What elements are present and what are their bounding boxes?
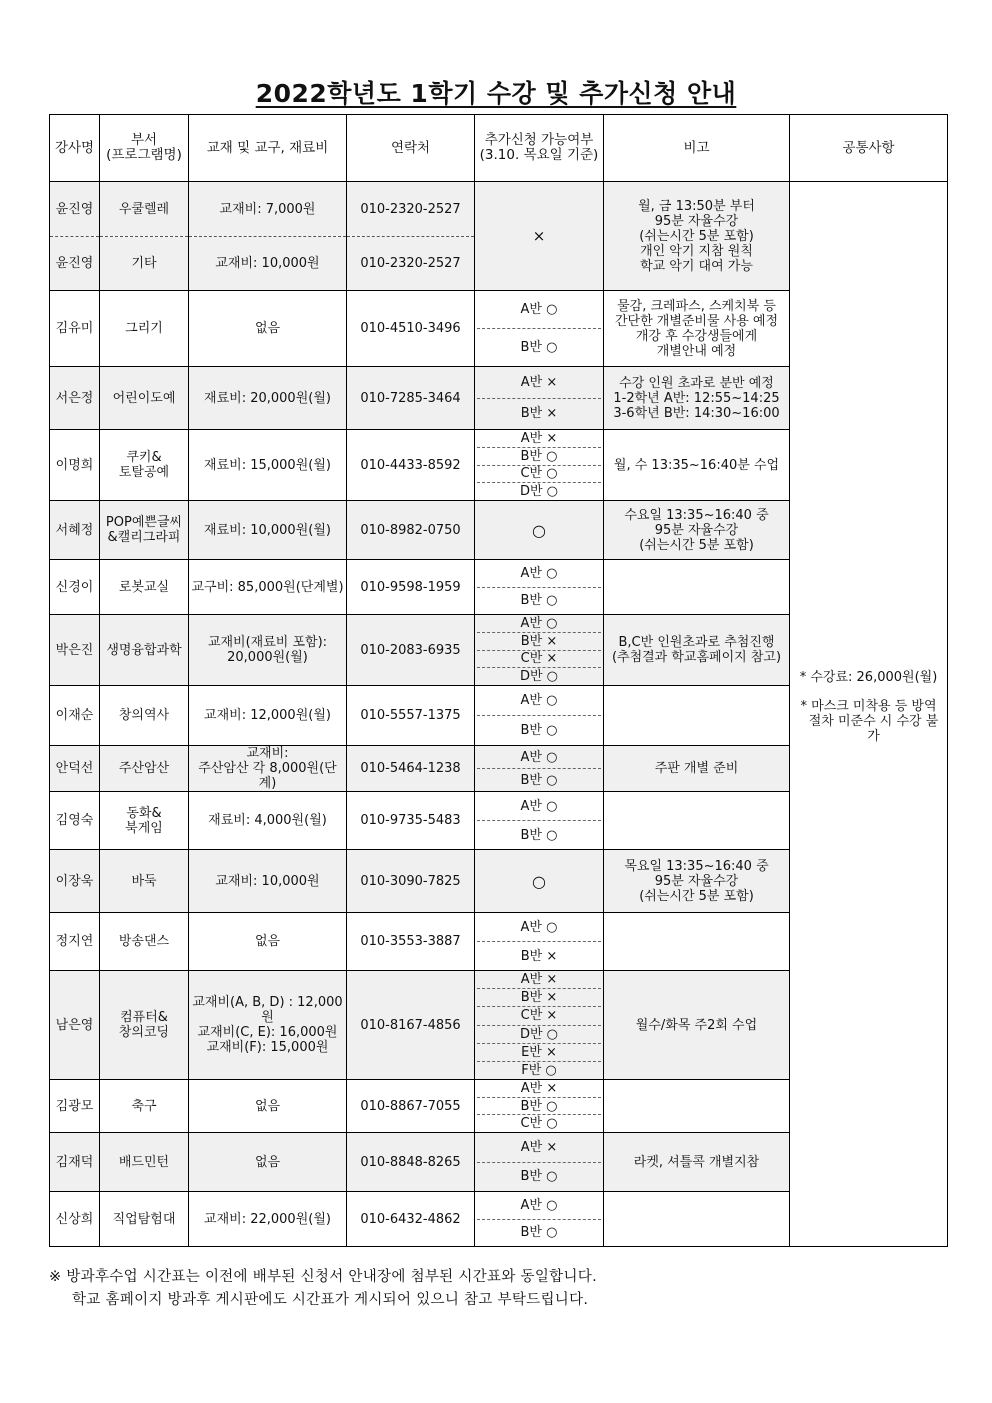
text-line: 95분 자율수강 bbox=[654, 873, 739, 889]
availability-cell bbox=[475, 792, 604, 850]
contact-cell: 010-6432-4862 bbox=[347, 1192, 475, 1247]
teacher-cell: 신상희 bbox=[50, 1192, 100, 1247]
header-remarks: 비고 bbox=[604, 115, 790, 182]
header-dept: 부서 (프로그램명) bbox=[100, 115, 189, 182]
availability-cell bbox=[475, 367, 604, 430]
contact-cell: 010-8848-8265 bbox=[347, 1133, 475, 1192]
remarks-cell bbox=[604, 367, 790, 430]
dept-cell bbox=[100, 182, 189, 237]
contact-cell: 010-3553-3887 bbox=[347, 913, 475, 971]
availability-cell bbox=[475, 1133, 604, 1192]
text-line: 학교 악기 대여 가능 bbox=[640, 258, 753, 274]
class-availability: B반 ○ bbox=[477, 447, 601, 465]
mask-note: * 마스크 미착용 등 방역절차 미준수 시 수강 불가 bbox=[800, 699, 939, 744]
class-availability: A반 × bbox=[520, 1080, 558, 1096]
materials-cell bbox=[189, 686, 347, 746]
class-availability: D반 ○ bbox=[477, 1025, 601, 1043]
remarks-cell bbox=[604, 182, 790, 291]
text-line: 주산암산 bbox=[118, 761, 170, 776]
materials-cell bbox=[189, 913, 347, 971]
contact-cell: 010-8167-4856 bbox=[347, 971, 475, 1080]
text-line: 없음 bbox=[254, 934, 281, 949]
teacher-cell: 신경이 bbox=[50, 560, 100, 615]
text-line: 월수/화목 주2회 수업 bbox=[635, 1017, 758, 1033]
remarks-cell bbox=[604, 1133, 790, 1192]
class-availability: D반 ○ bbox=[477, 667, 601, 685]
materials-cell bbox=[189, 746, 347, 792]
materials-cell bbox=[189, 792, 347, 850]
materials-cell bbox=[189, 182, 347, 237]
class-availability: A반 × bbox=[520, 972, 558, 988]
text-line: 교재비: 10,000원 bbox=[215, 873, 320, 889]
header-availability: 추가신청 가능여부 (3.10. 목요일 기준) bbox=[475, 115, 604, 182]
text-line: 없음 bbox=[254, 1098, 281, 1114]
class-availability: ○ bbox=[532, 520, 546, 540]
class-availability: C반 × bbox=[477, 650, 601, 668]
class-availability: E반 × bbox=[477, 1043, 601, 1061]
materials-cell bbox=[189, 560, 347, 615]
availability-cell bbox=[475, 1080, 604, 1133]
class-availability: A반 ○ bbox=[520, 798, 558, 814]
remarks-cell bbox=[604, 291, 790, 367]
text-line: 교재비: bbox=[246, 746, 289, 761]
dept-cell bbox=[100, 913, 189, 971]
table-row bbox=[50, 182, 948, 237]
class-availability: B반 ○ bbox=[477, 328, 601, 366]
availability-cell bbox=[475, 971, 604, 1080]
text-line: (쉬는시간 5분 포함) bbox=[639, 888, 754, 904]
dept-cell bbox=[100, 1192, 189, 1247]
availability-cell bbox=[475, 291, 604, 367]
remarks-cell bbox=[604, 850, 790, 913]
availability-cell bbox=[475, 850, 604, 913]
contact-cell: 010-4433-8592 bbox=[347, 430, 475, 501]
text-line: 재료비: 15,000원(월) bbox=[204, 457, 331, 473]
text-line: 어린이도예 bbox=[112, 390, 176, 406]
text-line: 95분 자율수강 bbox=[654, 522, 739, 538]
text-line: 토탈공예 bbox=[118, 465, 170, 480]
class-availability: C반 × bbox=[477, 1006, 601, 1024]
teacher-cell: 이명희 bbox=[50, 430, 100, 501]
teacher-cell: 박은진 bbox=[50, 615, 100, 686]
contact-cell: 010-8867-7055 bbox=[347, 1080, 475, 1133]
text-line: 쿠키& bbox=[126, 450, 162, 465]
text-line: 교재비: 10,000원 bbox=[215, 256, 320, 271]
contact-cell: 010-9735-5483 bbox=[347, 792, 475, 850]
class-availability: B반 × bbox=[477, 632, 601, 650]
class-availability: A반 ○ bbox=[520, 693, 558, 708]
remarks-cell bbox=[604, 1080, 790, 1133]
contact-cell: 010-2320-2527 bbox=[347, 237, 475, 291]
text-line: 개별안내 예정 bbox=[656, 343, 737, 359]
remarks-cell bbox=[604, 501, 790, 560]
text-line: (쉬는시간 5분 포함) bbox=[639, 537, 754, 553]
teacher-cell: 서은정 bbox=[50, 367, 100, 430]
teacher-cell: 정지연 bbox=[50, 913, 100, 971]
contact-cell: 010-8982-0750 bbox=[347, 501, 475, 560]
fee-note: * 수강료: 26,000원(월) bbox=[799, 670, 938, 685]
header-materials: 교재 및 교구, 재료비 bbox=[189, 115, 347, 182]
materials-cell bbox=[189, 615, 347, 686]
text-line: (쉬는시간 5분 포함) bbox=[639, 228, 754, 244]
materials-cell bbox=[189, 1192, 347, 1247]
footer-line-2: 학교 홈페이지 방과후 게시판에도 시간표가 게시되어 있으니 참고 부탁드립니다. bbox=[72, 1292, 589, 1308]
text-line: 목요일 13:35~16:40 중 bbox=[624, 858, 769, 874]
dept-cell bbox=[100, 560, 189, 615]
contact-cell: 010-2083-6935 bbox=[347, 615, 475, 686]
text-line: 월, 금 13:50분 부터 bbox=[638, 198, 755, 214]
remarks-cell bbox=[604, 792, 790, 850]
dept-cell bbox=[100, 237, 189, 291]
class-availability: A반 ○ bbox=[520, 749, 558, 765]
text-line: 북게임 bbox=[125, 820, 163, 836]
table-body bbox=[50, 182, 948, 1247]
remarks-cell bbox=[604, 1192, 790, 1247]
teacher-cell: 서혜정 bbox=[50, 501, 100, 560]
text-line: (추첨결과 학교홈페이지 참고) bbox=[611, 650, 782, 665]
dept-cell bbox=[100, 367, 189, 430]
teacher-cell: 김재덕 bbox=[50, 1133, 100, 1192]
contact-cell: 010-7285-3464 bbox=[347, 367, 475, 430]
footer-note bbox=[49, 1266, 597, 1312]
text-line: POP예쁜글씨 bbox=[105, 515, 183, 530]
dept-cell bbox=[100, 1080, 189, 1133]
class-availability: B반 × bbox=[477, 398, 601, 430]
teacher-cell: 김영숙 bbox=[50, 792, 100, 850]
teacher-cell: 윤진영 bbox=[50, 182, 100, 237]
text-line: 재료비: 4,000원(월) bbox=[208, 813, 327, 828]
class-availability: D반 ○ bbox=[477, 482, 601, 500]
class-availability: A반 × bbox=[520, 430, 558, 446]
dept-cell bbox=[100, 501, 189, 560]
text-line: 물감, 크레파스, 스케치북 등 bbox=[617, 298, 776, 314]
text-line: 간단한 개별준비물 사용 예정 bbox=[614, 313, 779, 329]
availability-cell bbox=[475, 746, 604, 792]
dept-cell bbox=[100, 746, 189, 792]
text-line: 재료비: 20,000원(월) bbox=[204, 390, 331, 406]
text-line: 주판 개별 준비 bbox=[654, 761, 739, 776]
text-line: 교재비(F): 15,000원 bbox=[206, 1040, 329, 1055]
class-availability: B반 × bbox=[477, 988, 601, 1006]
header-contact: 연락처 bbox=[347, 115, 475, 182]
contact-cell: 010-4510-3496 bbox=[347, 291, 475, 367]
teacher-cell: 남은영 bbox=[50, 971, 100, 1080]
class-availability: B반 ○ bbox=[477, 1097, 601, 1115]
remarks-cell bbox=[604, 686, 790, 746]
common-notes-cell bbox=[790, 182, 948, 1247]
text-line: 교재비(C, E): 16,000원 bbox=[197, 1025, 338, 1040]
dept-cell bbox=[100, 291, 189, 367]
text-line: 개인 악기 지참 원칙 bbox=[640, 243, 753, 259]
contact-cell: 010-5557-1375 bbox=[347, 686, 475, 746]
materials-cell bbox=[189, 291, 347, 367]
class-availability: F반 ○ bbox=[477, 1061, 601, 1079]
text-line: 배드민턴 bbox=[118, 1154, 170, 1170]
text-line: 교재비: 22,000원(월) bbox=[204, 1211, 331, 1227]
availability-cell bbox=[475, 913, 604, 971]
text-line: 방송댄스 bbox=[118, 934, 170, 949]
text-line: 동화& bbox=[126, 805, 162, 821]
class-availability: B반 ○ bbox=[477, 1162, 601, 1192]
text-line: 교재비(A, B, D) : 12,000원 bbox=[192, 995, 343, 1025]
text-line: 라켓, 셔틀콕 개별지참 bbox=[633, 1154, 760, 1170]
dept-cell bbox=[100, 792, 189, 850]
text-line: &캘리그라피 bbox=[107, 530, 181, 545]
class-availability: C반 ○ bbox=[477, 465, 601, 483]
materials-cell bbox=[189, 501, 347, 560]
class-availability: A반 × bbox=[520, 374, 558, 390]
text-line: B,C반 인원초과로 추첨진행 bbox=[618, 635, 775, 650]
availability-cell bbox=[475, 615, 604, 686]
text-line: 수강 인원 초과로 분반 예정 bbox=[619, 375, 774, 391]
dept-cell bbox=[100, 430, 189, 501]
text-line: 1-2학년 A반: 12:55~14:25 bbox=[613, 390, 780, 406]
class-availability: B반 ○ bbox=[477, 1219, 601, 1247]
text-line: 3-6학년 B반: 14:30~16:00 bbox=[613, 405, 780, 421]
contact-cell: 010-2320-2527 bbox=[347, 182, 475, 237]
teacher-cell: 이장욱 bbox=[50, 850, 100, 913]
contact-cell: 010-3090-7825 bbox=[347, 850, 475, 913]
text-line: 95분 자율수강 bbox=[654, 213, 739, 229]
text-line: 재료비: 10,000원(월) bbox=[204, 522, 331, 538]
text-line: 축구 bbox=[131, 1098, 157, 1114]
teacher-cell: 김유미 bbox=[50, 291, 100, 367]
remarks-cell bbox=[604, 430, 790, 501]
materials-cell bbox=[189, 1080, 347, 1133]
class-availability: ○ bbox=[532, 871, 546, 891]
availability-cell bbox=[475, 501, 604, 560]
materials-cell bbox=[189, 237, 347, 291]
class-availability: A반 ○ bbox=[520, 1197, 558, 1213]
text-line: 창의역사 bbox=[118, 708, 170, 723]
dept-cell bbox=[100, 1133, 189, 1192]
text-line: 생명융합과학 bbox=[106, 642, 182, 658]
page-title: 2022학년도 1학기 수강 및 추가신청 안내 bbox=[255, 79, 737, 108]
contact-cell: 010-5464-1238 bbox=[347, 746, 475, 792]
availability-cell bbox=[475, 686, 604, 746]
class-availability: A반 ○ bbox=[520, 565, 558, 581]
dept-cell bbox=[100, 615, 189, 686]
text-line: 교재비: 7,000원 bbox=[219, 201, 316, 217]
text-line: 교구비: 85,000원(단계별) bbox=[191, 579, 344, 595]
header-teacher: 강사명 bbox=[50, 115, 100, 182]
class-availability: B반 ○ bbox=[477, 768, 601, 791]
remarks-cell bbox=[604, 913, 790, 971]
text-line: 바둑 bbox=[131, 873, 157, 889]
text-line: 없음 bbox=[254, 321, 281, 336]
materials-cell bbox=[189, 367, 347, 430]
class-availability: A반 ○ bbox=[520, 615, 558, 631]
text-line: 20,000원(월) bbox=[227, 650, 308, 665]
text-line: 로봇교실 bbox=[118, 579, 170, 595]
availability-cell: × bbox=[475, 182, 604, 291]
materials-cell bbox=[189, 850, 347, 913]
text-line: 없음 bbox=[254, 1154, 281, 1170]
availability-cell bbox=[475, 560, 604, 615]
text-line: 교재비: 12,000원(월) bbox=[204, 708, 331, 723]
dept-cell bbox=[100, 971, 189, 1080]
remarks-cell bbox=[604, 560, 790, 615]
materials-cell bbox=[189, 1133, 347, 1192]
remarks-cell bbox=[604, 746, 790, 792]
class-availability: A반 ○ bbox=[520, 919, 558, 935]
text-line: 컴퓨터& bbox=[120, 1010, 168, 1025]
remarks-cell bbox=[604, 971, 790, 1080]
dept-cell bbox=[100, 686, 189, 746]
text-line: 교재비(재료비 포함): bbox=[207, 635, 328, 650]
text-line: 직업탐험대 bbox=[112, 1211, 176, 1227]
text-line: 우쿨렐레 bbox=[118, 201, 170, 217]
class-availability: A반 × bbox=[520, 1139, 558, 1155]
class-availability: B반 ○ bbox=[477, 587, 601, 615]
availability-cell bbox=[475, 430, 604, 501]
text-line: 주산암산 각 8,000원(단계) bbox=[198, 761, 337, 791]
text-line: 개강 후 수강생들에게 bbox=[635, 328, 758, 344]
text-line: 그리기 bbox=[125, 321, 163, 336]
class-availability: B반 ○ bbox=[477, 715, 601, 745]
text-line: 창의코딩 bbox=[118, 1025, 170, 1040]
teacher-cell: 윤진영 bbox=[50, 237, 100, 291]
teacher-cell: 안덕선 bbox=[50, 746, 100, 792]
contact-cell: 010-9598-1959 bbox=[347, 560, 475, 615]
header-common: 공통사항 bbox=[790, 115, 948, 182]
materials-cell bbox=[189, 971, 347, 1080]
header-row bbox=[50, 115, 948, 182]
footer-line-1: ※ 방과후수업 시간표는 이전에 배부된 신청서 안내장에 첨부된 시간표와 동일합니다. bbox=[49, 1269, 597, 1285]
materials-cell bbox=[189, 430, 347, 501]
teacher-cell: 김광모 bbox=[50, 1080, 100, 1133]
class-availability: C반 ○ bbox=[477, 1114, 601, 1132]
course-table bbox=[49, 114, 948, 1247]
teacher-cell: 이재순 bbox=[50, 686, 100, 746]
class-availability: B반 × bbox=[477, 941, 601, 970]
text-line: 수요일 13:35~16:40 중 bbox=[624, 507, 769, 523]
text-line: 월, 수 13:35~16:40분 수업 bbox=[613, 457, 780, 473]
remarks-cell bbox=[604, 615, 790, 686]
class-availability: B반 ○ bbox=[477, 820, 601, 849]
class-availability: A반 ○ bbox=[520, 302, 558, 317]
dept-cell bbox=[100, 850, 189, 913]
availability-cell bbox=[475, 1192, 604, 1247]
text-line: 기타 bbox=[131, 256, 157, 271]
